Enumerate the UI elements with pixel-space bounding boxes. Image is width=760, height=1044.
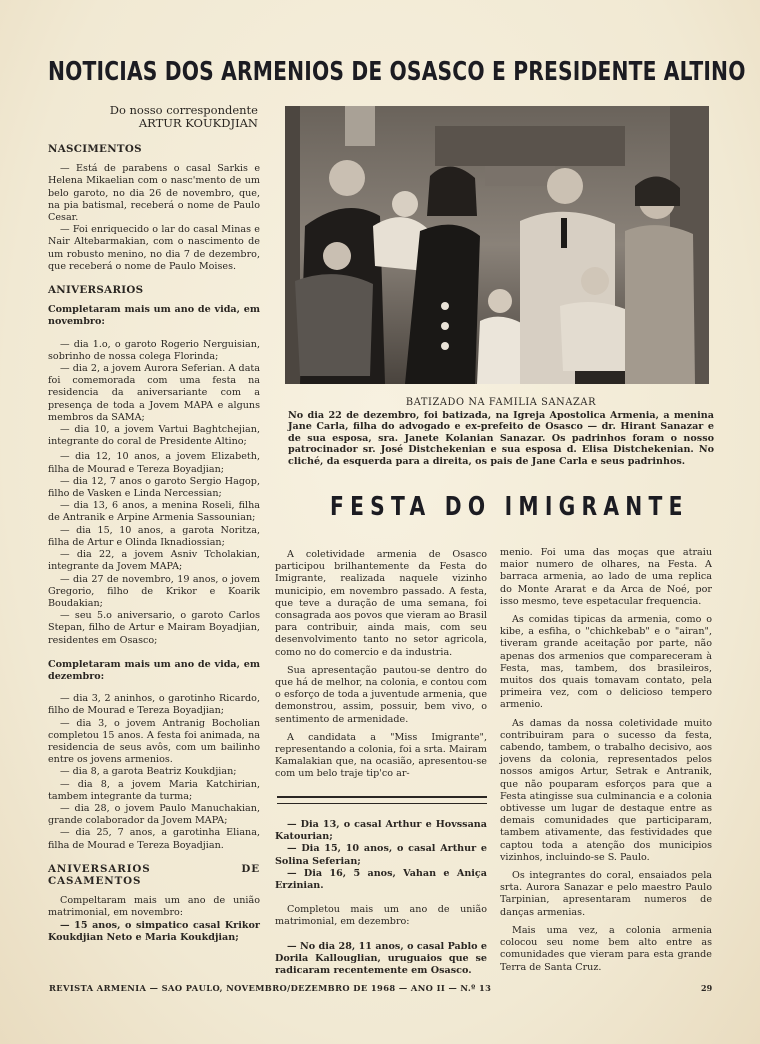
anniversary-entry: — Dia 16, 5 anos, Vahan e Aniça Erzinian.: [275, 867, 487, 892]
byline-author: ARTUR KOUKDJIAN: [138, 116, 258, 130]
festa-paragraph: menio. Foi uma das moças que atraiu maior numero de olhares, na Festa. A barraca armenia, ao lado de uma replica do Monte Ararat e da Arca de Noé, por isso mesmo, teve espetacular frequencia.: [500, 547, 712, 607]
family-photo-illustration: [285, 106, 709, 384]
festa-paragraph: A coletividade armenia de Osasco participou brilhantemente da Festa do Imigrante, realizada naquele vizinho municipio, em novembro passado. A festa, que teve a duração de uma semana, foi consagrada aos povos que vieram ao Brasil para contribuir, ainda mais, com seu desenvolvimento tanto no setor agricola, como no do comercio e da industria.: [275, 549, 487, 658]
byline-label: Do nosso correspondente: [109, 103, 258, 117]
festa-paragraph: Mais uma vez, a colonia armenia colocou seu nome bem alto entre as comunidades que vieram para esta grande Terra de Santa Cruz.: [500, 924, 712, 973]
casamentos-continuation: [275, 819, 487, 977]
anniversary-entry: — No dia 28, 11 anos, o casal Pablo e Dorila Kallouglian, uruguaios que se radicaram recentemente em Osasco.: [275, 940, 487, 977]
section-heading-casamentos: ANIVERSARIOS DE CASAMENTOS: [48, 862, 260, 887]
birthday-entry: — dia 28, o jovem Paulo Manuchakian, grande colaborador da Jovem MAPA;: [48, 802, 260, 827]
festa-column-right: [500, 547, 712, 974]
birthday-entry: — dia 12, 10 anos, a jovem Elizabeth, filha de Mourad e Tereza Boyadjian;: [48, 451, 260, 475]
anniversary-entry: — 15 anos, o simpatico casal Krikor Koukdjian Neto e Maria Koukdjian;: [48, 919, 260, 943]
birthday-entry: — dia 2, a jovem Aurora Seferian. A data foi comemorada com uma festa na residencia da aniversariante com a presença de toda a Jovem MAPA e alguns membros da SAMA;: [48, 363, 260, 423]
byline: [48, 104, 260, 130]
birthday-entry: — dia 3, 2 aninhos, o garotinho Ricardo, filho de Mourad e Tereza Boyadjian;: [48, 693, 260, 717]
birthday-entry: — dia 10, a jovem Vartui Baghtchejian, integrante do coral de Presidente Altino;: [48, 424, 260, 448]
birth-notice: — Foi enriquecido o lar do casal Minas e Nair Altebarmakian, com o nascimento de um robusto menino, no dia 7 de dezembro, que receberá o nome de Paulo Moises.: [48, 224, 260, 272]
festa-paragraph: As damas da nossa coletividade muito contribuiram para o sucesso da festa, cabendo, tambem, o trabalho decisivo, aos jovens da colonia, representados pelos nossos amigos Artur, Setrak e Antranik, que não pouparam esforços para que a Festa atingisse sua culminancia e a colonia obtivesse um lugar de destaque entre as demais comunidades que participaram, tambem ativamente, das festividades que captou toda a atenção dos municipios vizinhos, incluindo-se S. Paulo.: [500, 717, 712, 863]
birthday-entry: — seu 5.o aniversario, o garoto Carlos Stepan, filho de Artur e Mairam Boyadjian, residentes em Osasco;: [48, 610, 260, 646]
festa-paragraph: As comidas tipicas da armenia, como o kibe, a esfiha, o "chichkebab" e o "airan", tiveram grande aceitação por parte, não apenas dos armenios que compareceram à Festa, mas, tambem, dos brasileiros, muitos dos quais tomavam contato, pela primeira vez, com o delicioso tempero armenio.: [500, 614, 712, 711]
birthday-entry: — dia 1.o, o garoto Rogerio Nerguisian, sobrinho de nossa colega Florinda;: [48, 338, 260, 362]
birthday-entry: — dia 3, o jovem Antranig Bocholian completou 15 anos. A festa foi animada, na residencia de seus avôs, com um bailinho entre os jovens armenios.: [48, 717, 260, 766]
birthday-entry: — dia 12, 7 anos o garoto Sergio Hagop, filho de Vasken e Linda Nercessian;: [48, 475, 260, 500]
birthday-entry: — dia 15, 10 anos, a garota Noritza, filha de Artur e Olinda Iknadiossian;: [48, 524, 260, 548]
festa-paragraph: Os integrantes do coral, ensaiados pela srta. Aurora Sanazar e pelo maestro Paulo Tarpinian, apresentaram numeros de danças armenias.: [500, 870, 712, 918]
section-heading-aniversarios: ANIVERSARIOS: [48, 284, 144, 297]
photo-caption-title: BATIZADO NA FAMILIA SANAZAR: [405, 397, 597, 408]
anniversary-november-intro: Compeltaram mais um ano de união matrimonial, em novembro:: [48, 895, 260, 919]
page-headline: NOTICIAS DOS ARMENIOS DE OSASCO E PRESIDENTE ALTINO: [48, 57, 746, 87]
birthdays-december-intro: Completaram mais um ano de vida, em dezembro:: [48, 658, 260, 682]
photo-caption-body: No dia 22 de dezembro, foi batizada, na Igreja Apostolica Armenia, a menina Jane Carla, filha do advogado e ex-prefeito de Osasco — dr. Hirant Sanazar e de sua esposa, sra. Janete Kolanian Sanazar. Os padrinhos foram o nosso patrocinador sr. José Distchekenian e sua esposa d. Elisa Distchekenian. No cliché, da esquerda para a direita, os pais de Jane Carla e seus padrinhos.: [288, 409, 714, 467]
anniversary-december-intro: Completou mais um ano de união matrimonial, em dezembro:: [275, 904, 487, 928]
left-column: [48, 104, 260, 944]
festa-paragraph: A candidata a "Miss Imigrante", representando a colonia, foi a srta. Mairam Kamalakian que, na ocasião, apresentou-se com um belo traje tip'co ar-: [275, 731, 487, 780]
section-heading-nascimentos: NASCIMENTOS: [48, 143, 142, 155]
birthday-entry: — dia 22, a jovem Asniv Tcholakian, integrante da Jovem MAPA;: [48, 549, 260, 573]
double-rule-divider: [277, 796, 487, 804]
photo-caption: [288, 397, 714, 468]
birthday-entry: — dia 13, 6 anos, a menina Roseli, filha de Antranik e Arpine Armenia Sassounian;: [48, 500, 260, 524]
festa-paragraph: Sua apresentação pautou-se dentro do que há de melhor, na colonia, e contou com o esforço de toda a juventude armenia, que demonstrou, assim, possuir, bem vivo, o sentimento de armenidade.: [275, 664, 487, 725]
baptism-photo: [285, 106, 709, 384]
anniversary-entry: — Dia 15, 10 anos, o casal Arthur e Solina Seferian;: [275, 843, 487, 867]
anniversary-entry: — Dia 13, o casal Arthur e Hovssana Katourian;: [275, 819, 487, 843]
festa-column-middle: [275, 549, 487, 781]
birthday-entry: — dia 8, a jovem Maria Katchirian, tambem integrante da turma;: [48, 778, 260, 802]
birthday-entry: — dia 27 de novembro, 19 anos, o jovem Gregorio, filho de Krikor e Koarik Boudakian;: [48, 573, 260, 609]
birth-notice: — Está de parabens o casal Sarkis e Helena Mikaelian com o nasc'mento de um belo garoto, no dia 26 de novembro, que, na pia batismal, receberá o nome de Paulo Cesar.: [48, 163, 260, 224]
birthdays-november-intro: Completaram mais um ano de vida, em novembro:: [48, 304, 260, 328]
festa-headline: FESTA DO IMIGRANTE: [330, 492, 689, 522]
page-footer: REVISTA ARMENIA — SAO PAULO, NOVEMBRO/DEZEMBRO DE 1968 — ANO II — N.º 13: [49, 983, 492, 993]
page-number: 29: [701, 983, 713, 993]
birthday-entry: — dia 25, 7 anos, a garotinha Eliana, filha de Mourad e Tereza Boyadjian.: [48, 827, 260, 851]
birthday-entry: — dia 8, a garota Beatriz Koukdjian;: [60, 766, 237, 778]
